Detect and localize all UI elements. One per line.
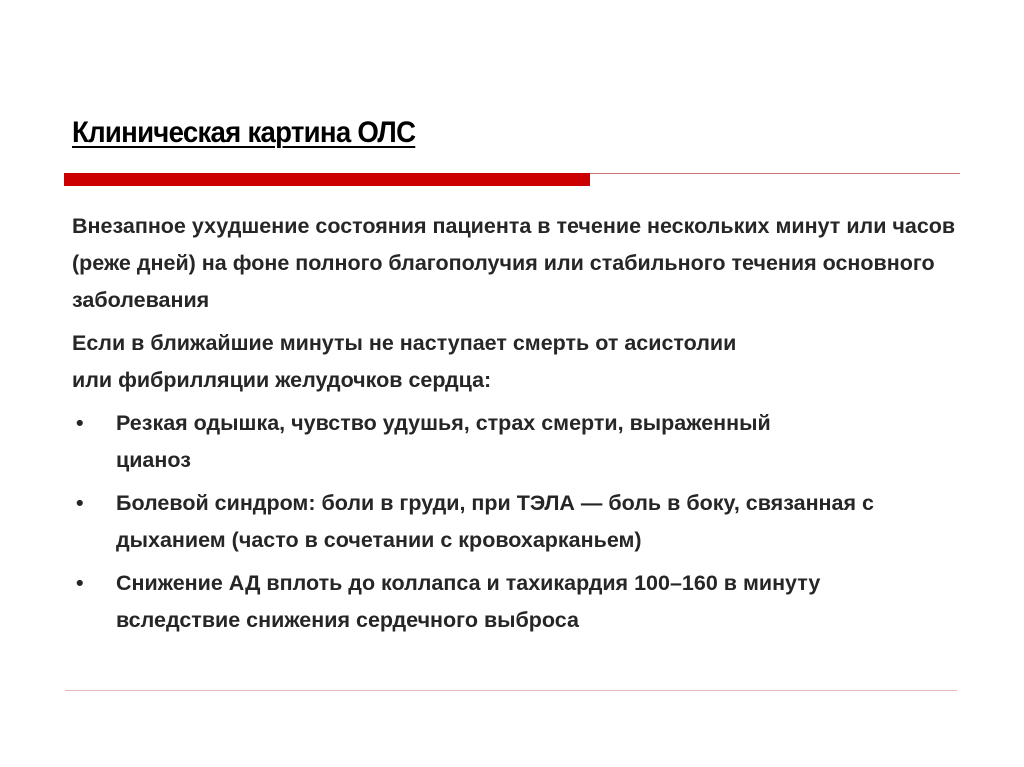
list-item-text: Резкая одышка, чувство удушья, страх смерти, выраженный цианоз — [116, 411, 771, 472]
bullet-icon: • — [76, 411, 84, 435]
footer-divider-line — [65, 690, 957, 691]
symptom-list — [72, 405, 992, 639]
slide-body — [72, 208, 992, 645]
list-item — [72, 405, 776, 479]
list-item-text: Болевой синдром: боли в груди, при ТЭЛА — боль в боку, связанная с дыханием (часто в сочетании с кровохарканьем) — [116, 491, 874, 552]
title-accent-bar — [64, 173, 590, 186]
slide-title: Клиническая картина ОЛС — [72, 116, 416, 149]
paragraph-condition: Если в ближайшие минуты не наступает смерть от асистолии или фибрилляции желудочков сердца: — [72, 331, 737, 392]
list-item — [72, 565, 946, 639]
bullet-icon: • — [76, 571, 84, 595]
list-item-text: Снижение АД вплоть до коллапса и тахикардия 100–160 в минуту вследствие снижения сердечного выброса — [116, 571, 821, 632]
paragraph-onset: Внезапное ухудшение состояния пациента в течение нескольких минут или часов (реже дней) на фоне полного благополучия или стабильного течения основного заболевания — [72, 214, 956, 312]
title-divider-line — [590, 173, 960, 174]
list-item — [72, 485, 986, 559]
bullet-icon: • — [76, 491, 84, 515]
